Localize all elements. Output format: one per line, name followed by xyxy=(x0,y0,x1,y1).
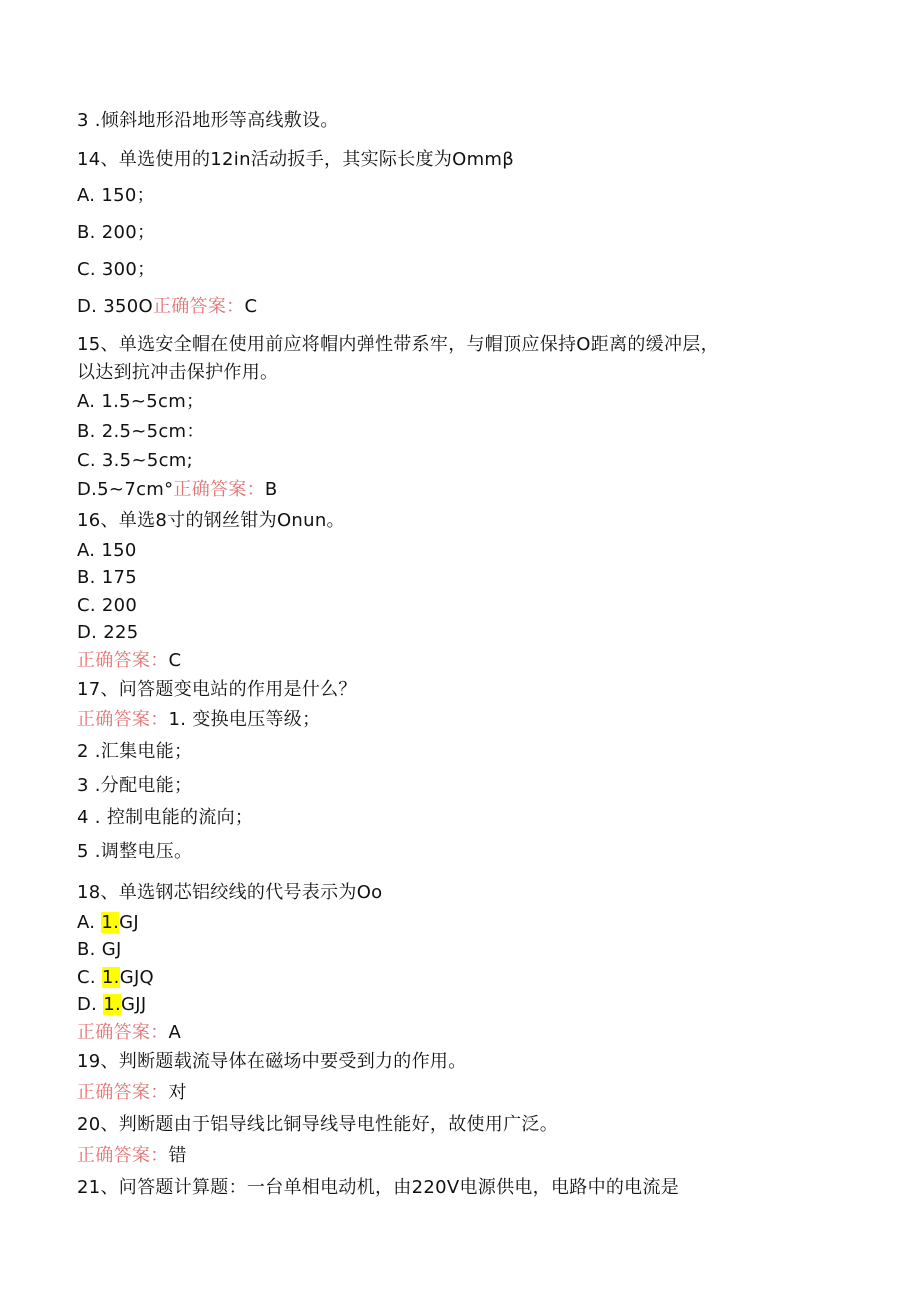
option-c xyxy=(77,258,155,282)
option-text: D. xyxy=(77,994,104,1015)
option-b xyxy=(77,938,122,962)
option-b xyxy=(77,420,205,444)
option-c xyxy=(77,594,137,618)
option-text: B. 175 xyxy=(77,567,137,588)
answer-line xyxy=(77,649,181,673)
option-d xyxy=(77,621,138,645)
option-text: GJQ xyxy=(119,967,155,988)
option-c xyxy=(77,966,154,990)
question-18 xyxy=(77,881,382,905)
question-text: 20、判断题由于铝导线比铜导线导电性能好，故使用广泛。 xyxy=(77,1114,559,1135)
answer-text: 2 .汇集电能； xyxy=(77,741,193,762)
option-b xyxy=(77,221,155,245)
option-text: B. 200； xyxy=(77,222,156,243)
option-a xyxy=(77,390,204,414)
answer-label: 正确答案： xyxy=(77,1145,169,1166)
answer-label: 正确答案： xyxy=(77,709,169,730)
text: 3 .倾斜地形沿地形等高线敷设。 xyxy=(77,110,339,131)
answer-value: B xyxy=(264,479,278,500)
answer-label: 正确答案： xyxy=(152,296,245,317)
option-b xyxy=(77,566,137,590)
option-text: GJ xyxy=(119,912,139,933)
option-d xyxy=(77,478,278,502)
answer-line xyxy=(77,1021,181,1045)
answer-value: C xyxy=(168,650,182,671)
option-a xyxy=(77,184,155,208)
option-d xyxy=(77,295,257,319)
question-16 xyxy=(77,509,345,533)
question-text: 19、判断题载流导体在磁场中要受到力的作用。 xyxy=(77,1051,467,1072)
answer-value: 1. 变换电压等级； xyxy=(168,709,321,730)
option-text: B. GJ xyxy=(77,939,122,960)
option-text: D. 225 xyxy=(77,622,139,643)
question-19 xyxy=(77,1050,467,1074)
option-text: C. 3.5~5cm; xyxy=(77,450,193,471)
answer-value: 对 xyxy=(168,1082,187,1103)
answer-label: 正确答案： xyxy=(173,479,265,500)
option-text: D.5~7cm° xyxy=(77,479,174,500)
answer-item xyxy=(77,774,192,798)
question-text: 16、单选8寸的钢丝钳为Onun。 xyxy=(77,510,345,531)
answer-text: 3 .分配电能； xyxy=(77,775,193,796)
question-15-cont xyxy=(77,361,278,385)
option-text: A. 1.5~5cm； xyxy=(77,391,205,412)
option-text: A. xyxy=(77,912,102,933)
answer-label: 正确答案： xyxy=(77,1022,169,1043)
option-text: C. 200 xyxy=(77,595,138,616)
answer-item xyxy=(77,806,253,830)
answer-line xyxy=(77,1081,187,1105)
line-item-3 xyxy=(77,109,339,133)
question-text: 14、单选使用的12in活动扳手，其实际长度为Ommβ xyxy=(77,149,515,170)
answer-item xyxy=(77,840,192,864)
option-text: B. 2.5~5cm： xyxy=(77,421,205,442)
question-21 xyxy=(77,1176,679,1200)
question-text: 21、问答题计算题：一台单相电动机，由220V电源供电，电路中的电流是 xyxy=(77,1177,680,1198)
question-text: 18、单选钢芯铝绞线的代号表示为Oo xyxy=(77,882,383,903)
question-text: 17、问答题变电站的作用是什么？ xyxy=(77,679,357,700)
answer-item xyxy=(77,740,192,764)
answer-value: 错 xyxy=(168,1145,187,1166)
option-a xyxy=(77,539,137,563)
question-20 xyxy=(77,1113,558,1137)
question-text: 15、单选安全帽在使用前应将帽内弹性带系牢，与帽顶应保持O距离的缓冲层， xyxy=(77,334,719,355)
option-text: A. 150； xyxy=(77,185,155,206)
option-d xyxy=(77,993,146,1017)
question-15 xyxy=(77,333,719,357)
option-text: A. 150 xyxy=(77,540,137,561)
highlighted-text: 1. xyxy=(101,912,120,933)
option-text: D. 350O xyxy=(77,296,153,317)
option-text: C. xyxy=(77,967,102,988)
answer-label: 正确答案： xyxy=(77,1082,169,1103)
question-14 xyxy=(77,148,514,172)
answer-value: C xyxy=(244,296,258,317)
answer-text: 4 . 控制电能的流向； xyxy=(77,807,254,828)
question-text: 以达到抗冲击保护作用。 xyxy=(77,362,279,383)
answer-line xyxy=(77,1144,187,1168)
option-text: GJJ xyxy=(121,994,147,1015)
answer-text: 5 .调整电压。 xyxy=(77,841,193,862)
answer-value: A xyxy=(168,1022,182,1043)
option-c xyxy=(77,449,193,473)
highlighted-text: 1. xyxy=(103,994,121,1015)
highlighted-text: 1. xyxy=(101,967,120,988)
answer-label: 正确答案： xyxy=(77,650,169,671)
option-text: C. 300； xyxy=(77,259,156,280)
question-17 xyxy=(77,678,357,702)
option-a xyxy=(77,911,139,935)
answer-line xyxy=(77,708,320,732)
